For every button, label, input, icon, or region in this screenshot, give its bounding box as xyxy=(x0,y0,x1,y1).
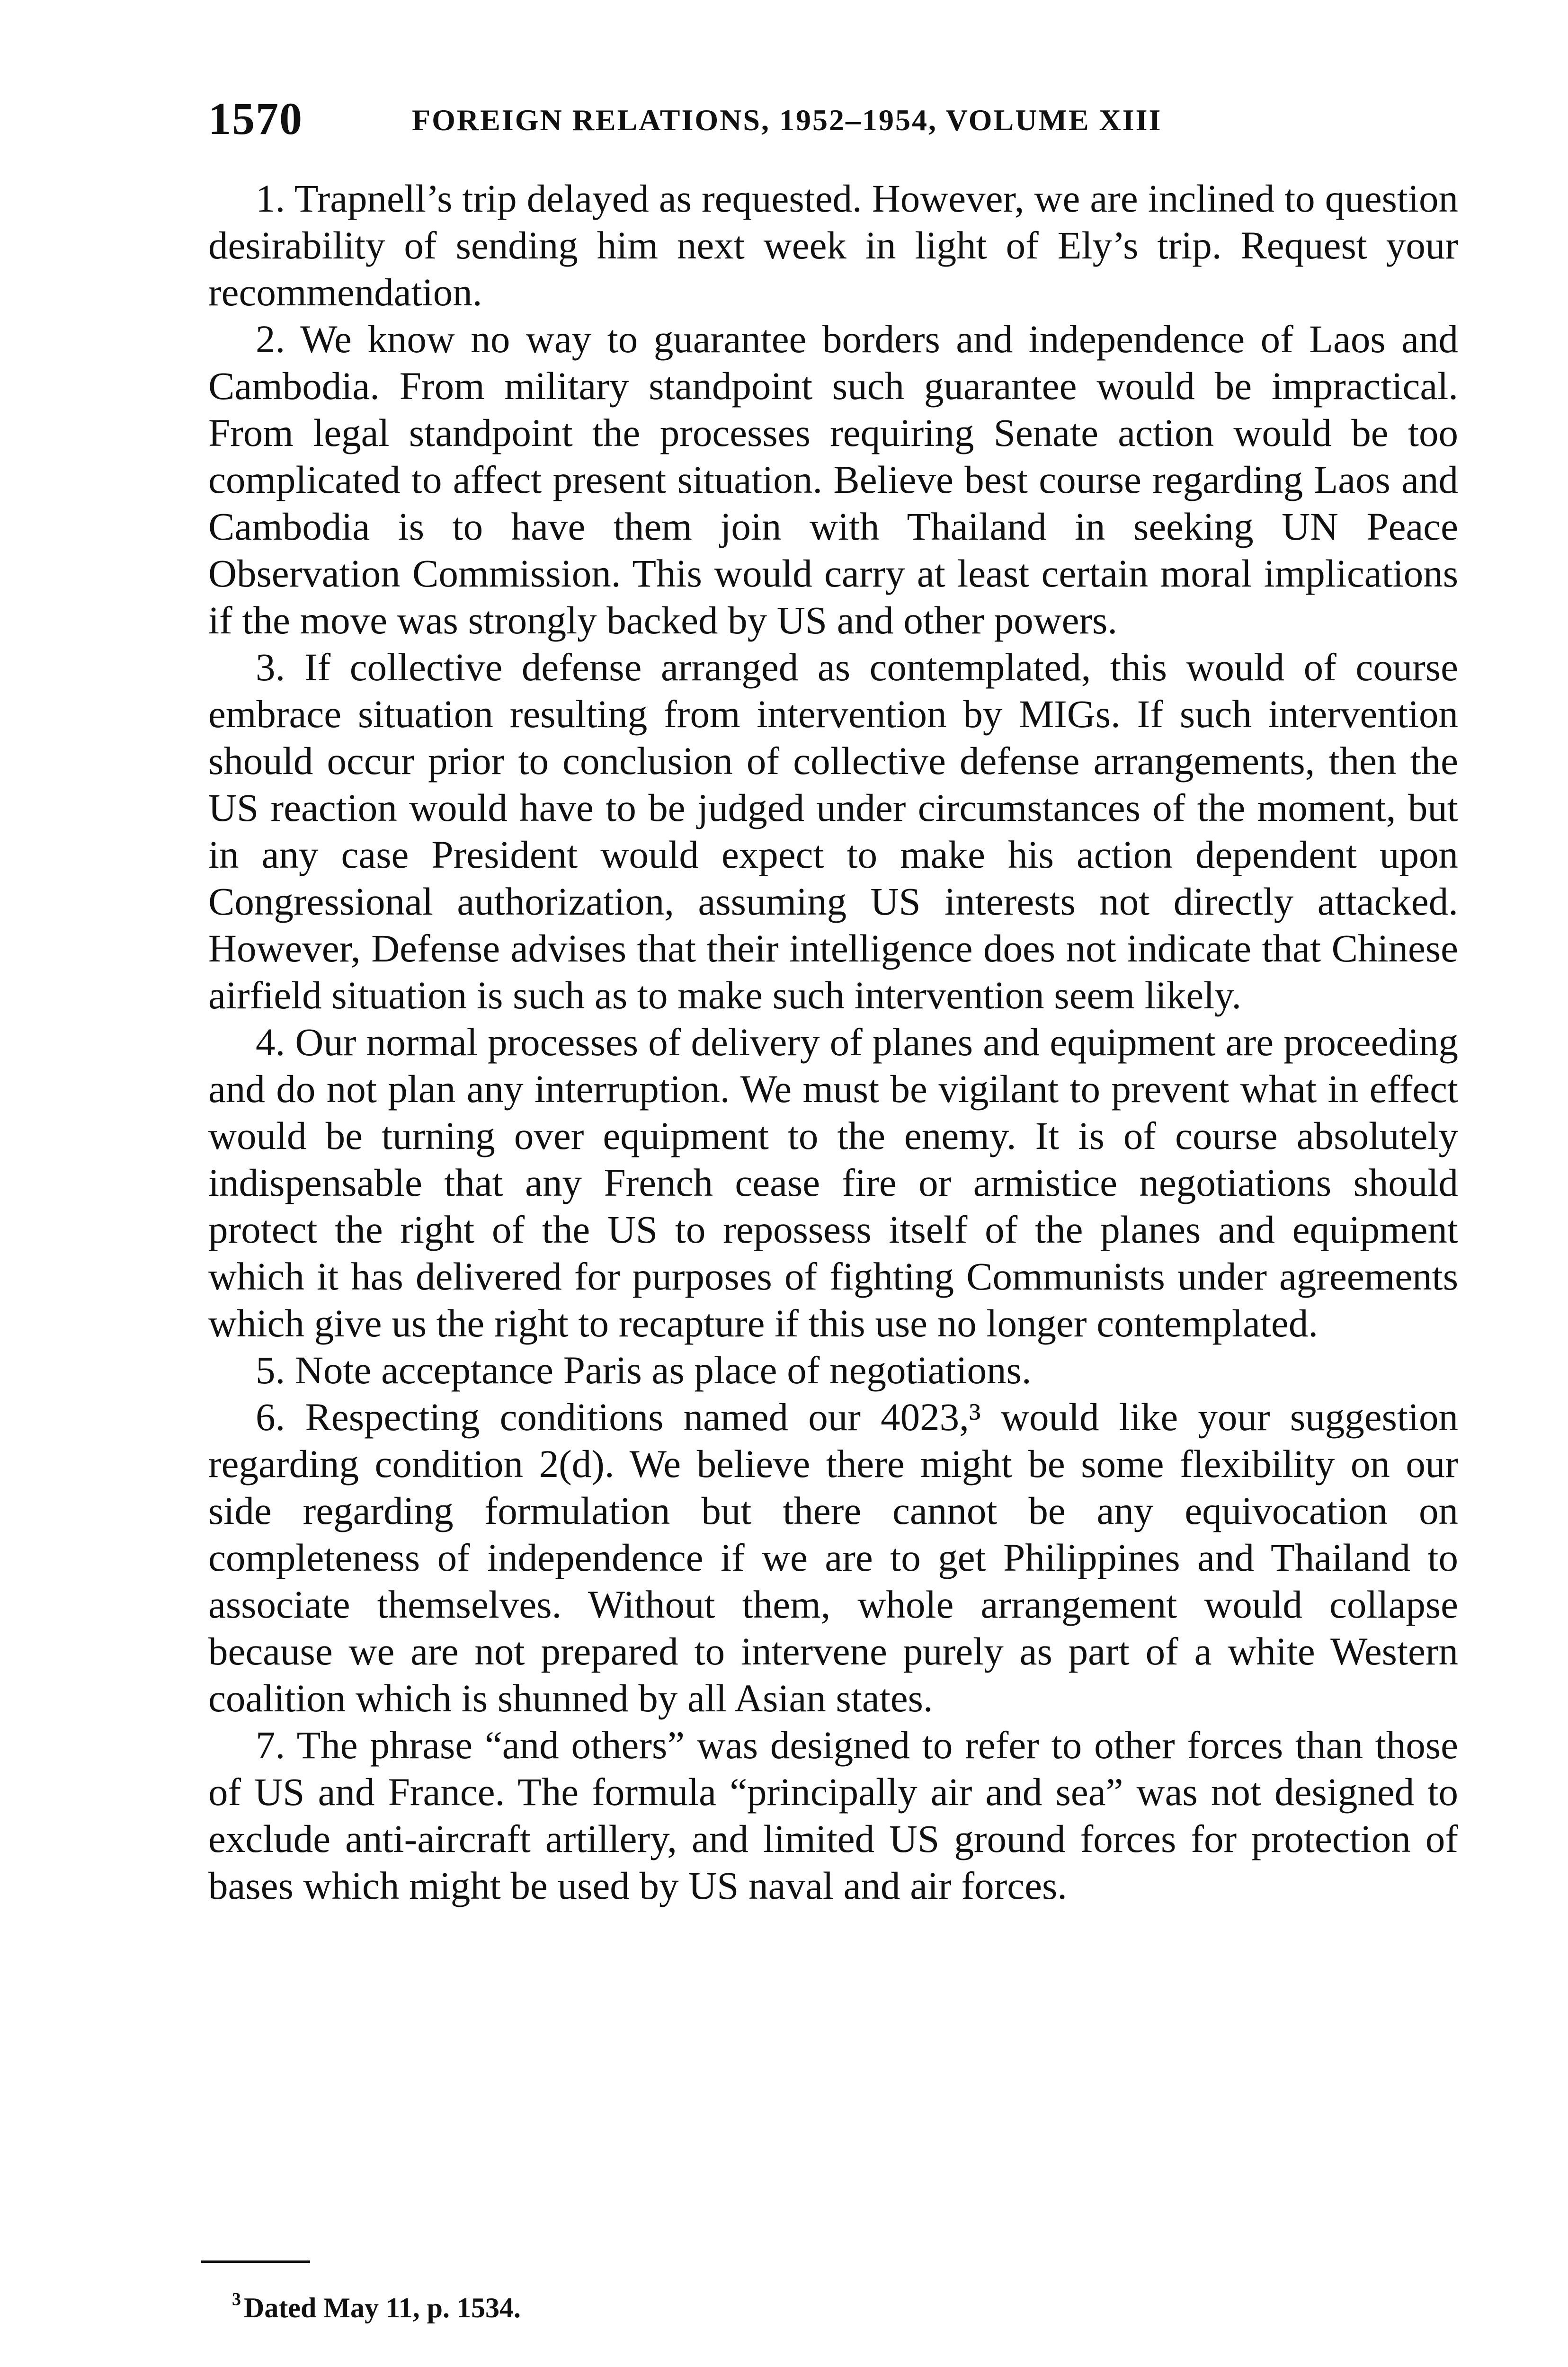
body-text xyxy=(208,175,1458,1909)
running-title: FOREIGN RELATIONS, 1952–1954, VOLUME XIII xyxy=(412,103,1162,137)
page-number: 1570 xyxy=(208,93,303,144)
paragraph-5: 5. Note acceptance Paris as place of negotiations. xyxy=(256,1348,1032,1392)
paragraph-3: 3. If collective defense arranged as contemplated, this would of course embrace situation resulting from intervention by MIGs. If such intervention should occur prior to conclusion of collective defense arrangements, then the US reaction would have to be judged under circumstances of the moment, but in any case President would expect to make his action dependent upon Congressional authorization, assuming US interests not directly attacked. However, Defense advises that their intelligence does not indicate that Chinese airfield situation is such as to make such intervention seem likely. xyxy=(208,645,1458,1017)
paragraph-6: 6. Respecting conditions named our 4023,³ would like your suggestion regarding condition 2(d). We believe there might be some flexibility on our side regarding formulation but there cannot be any equivocation on completeness of independence if we are to get Philippines and Thailand to associate themselves. Without them, whole arrangement would collapse because we are not prepared to intervene purely as part of a white Western coalition which is shunned by all Asian states. xyxy=(208,1395,1458,1720)
paragraph-4: 4. Our normal processes of delivery of planes and equipment are proceeding and do not plan any interruption. We must be vigilant to prevent what in effect would be turning over equipment to the enemy. It is of course absolutely indispensable that any French cease fire or armistice negotiations should protect the right of the US to repossess itself of the planes and equipment which it has delivered for purposes of fighting Communists under agreements which give us the right to recapture if this use no longer contemplated. xyxy=(208,1020,1458,1345)
footnote-marker: 3 xyxy=(232,2289,241,2309)
paragraph-2: 2. We know no way to guarantee borders and independence of Laos and Cambodia. From military standpoint such guarantee would be impractical. From legal standpoint the processes requiring Senate action would be too complicated to affect present situation. Believe best course regarding Laos and Cambodia is to have them join with Thailand in seeking UN Peace Observation Commission. This would carry at least certain moral implications if the move was strongly backed by US and other powers. xyxy=(208,317,1458,642)
paragraph-1: 1. Trapnell’s trip delayed as requested. However, we are inclined to question desirability of sending him next week in light of Ely’s trip. Request your recommendation. xyxy=(208,177,1458,314)
page-header xyxy=(208,92,1458,149)
footnote xyxy=(232,2289,521,2324)
paragraph-7: 7. The phrase “and others” was designed to refer to other forces than those of US and France. The formula “principally air and sea” was not designed to exclude anti-aircraft artillery, and limited US ground forces for protection of bases which might be used by US naval and air forces. xyxy=(208,1723,1458,1907)
footnote-text: Dated May 11, p. 1534. xyxy=(244,2292,521,2323)
footnote-divider xyxy=(201,2260,310,2263)
